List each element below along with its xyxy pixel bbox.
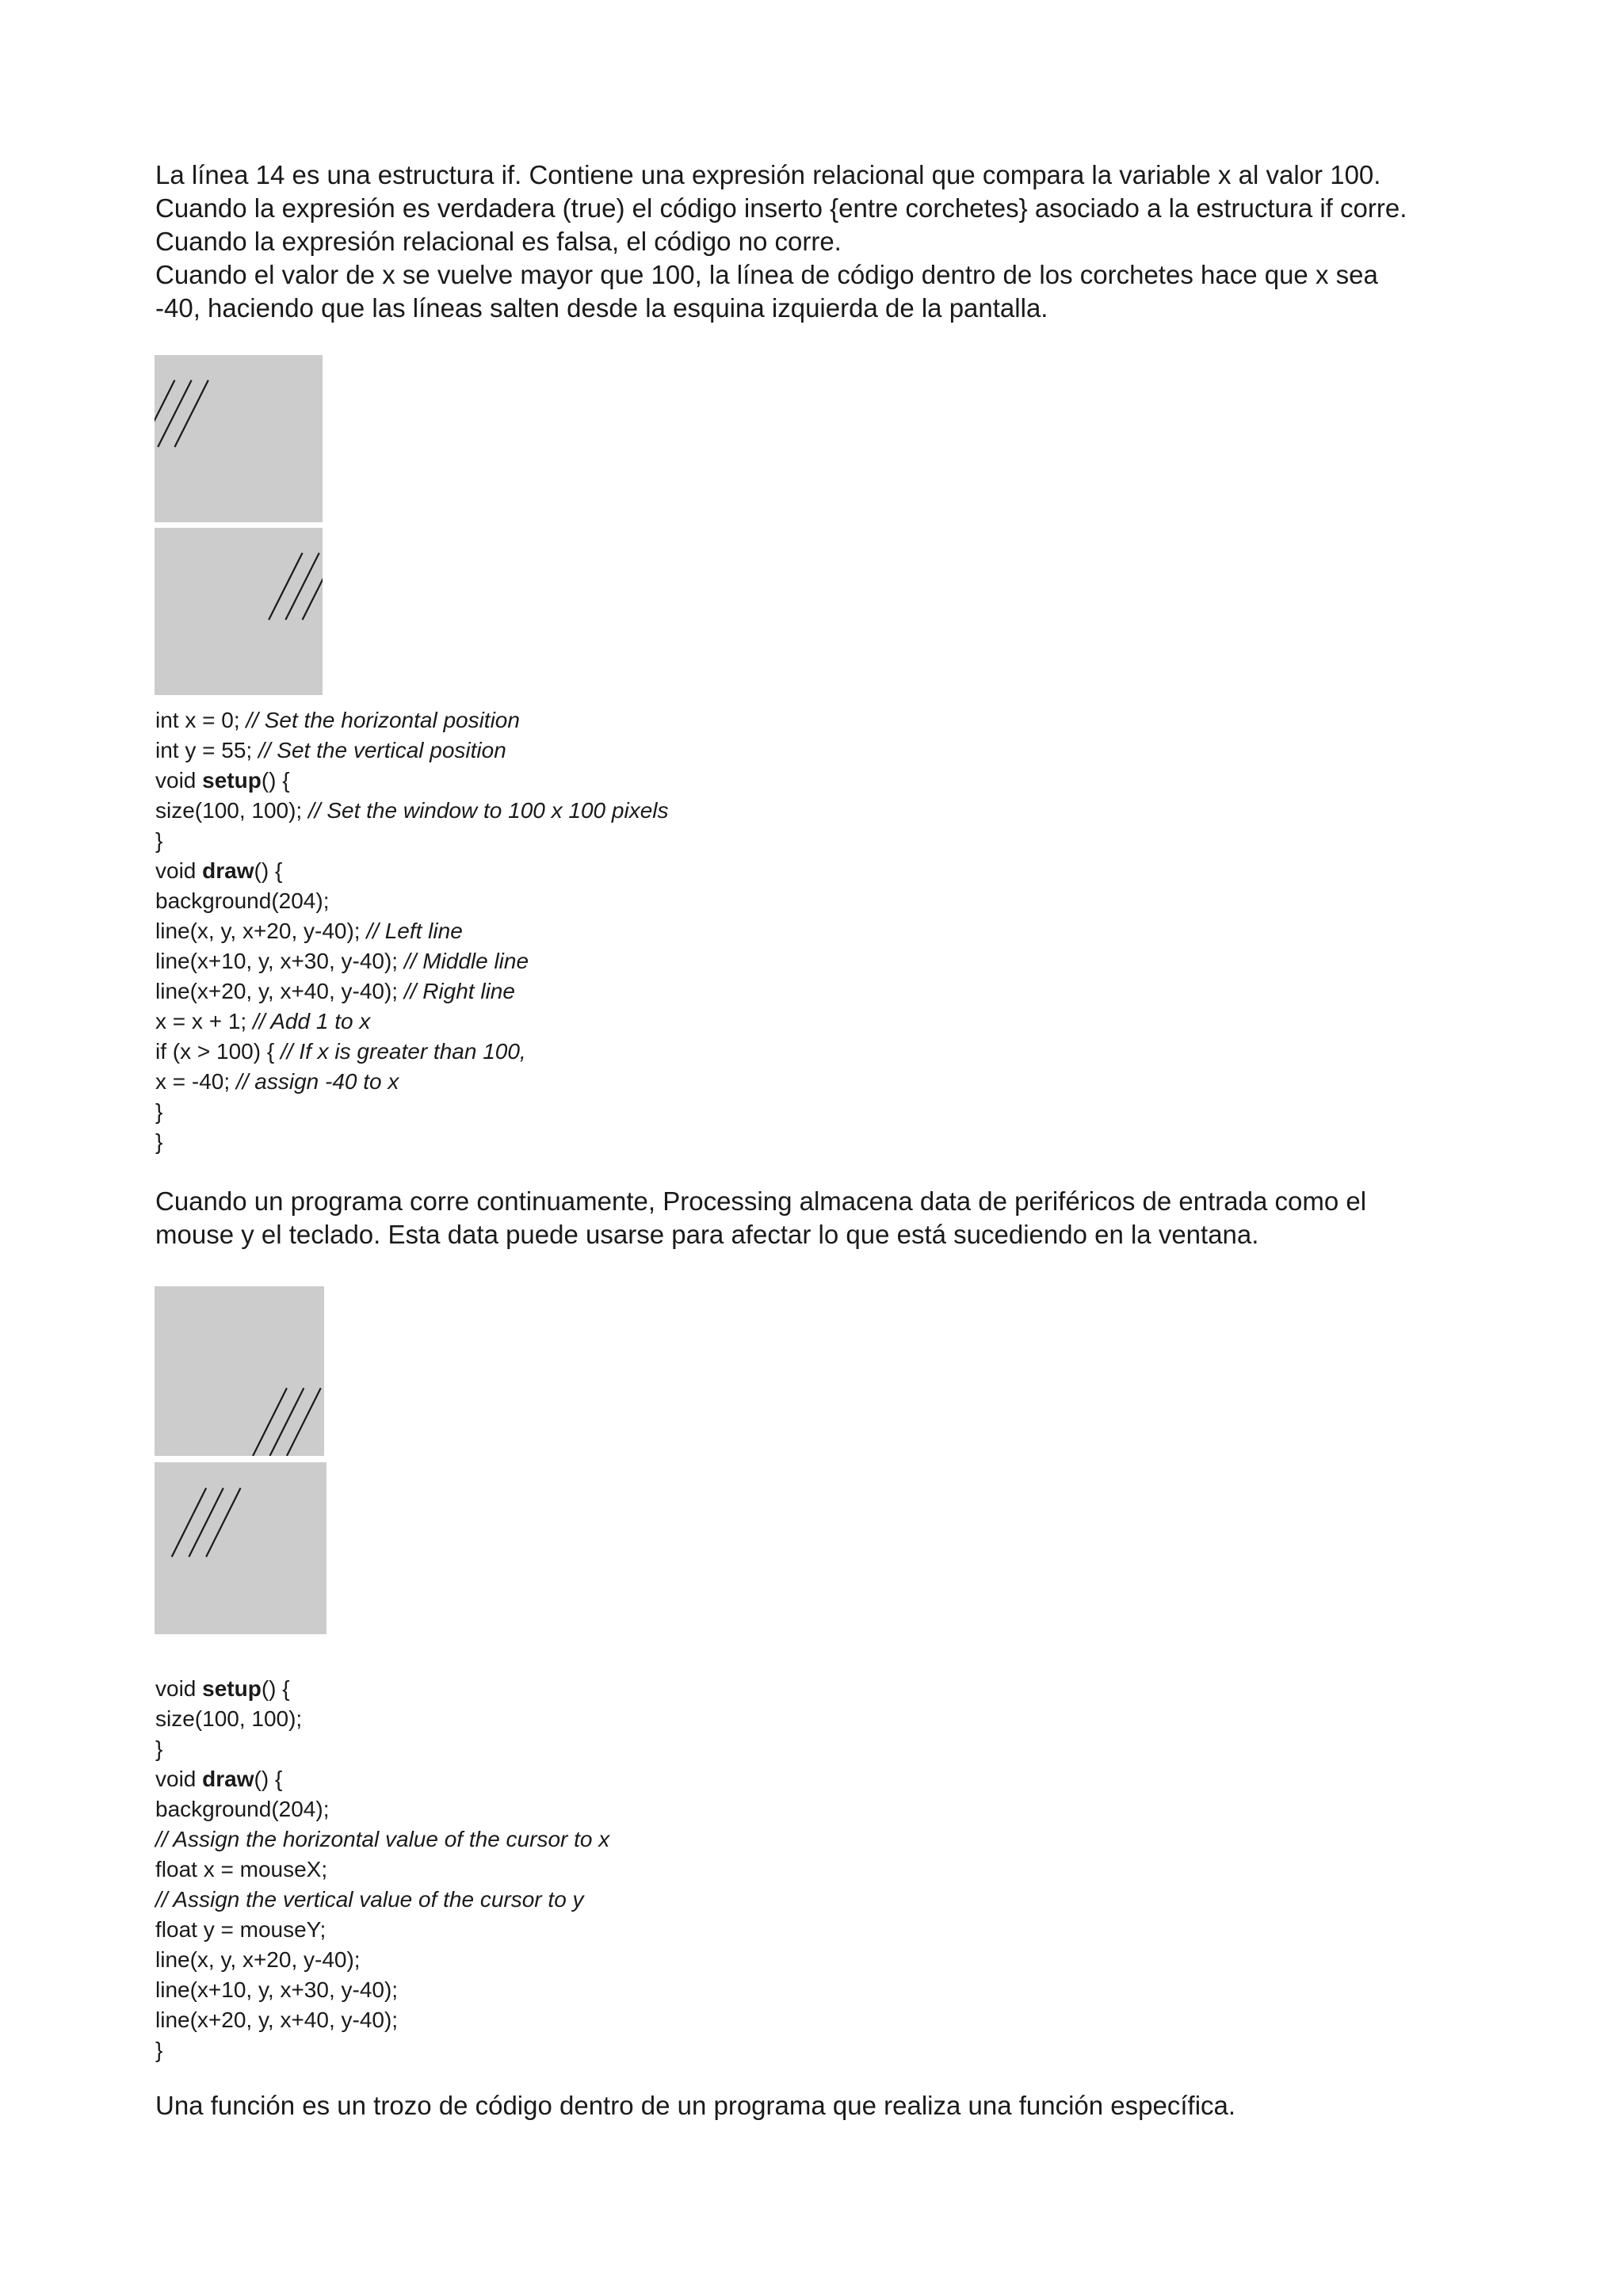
code-text: line(x+20, y, x+40, y-40);: [155, 2008, 399, 2032]
right-line: [303, 553, 323, 620]
right-line: [174, 380, 208, 447]
sketch-frame-3: [155, 1286, 324, 1456]
code-text: line(x+10, y, x+30, y-40);: [155, 949, 404, 973]
code-text: if (x > 100) {: [155, 1039, 281, 1064]
code-line: [155, 976, 669, 1007]
code-text: }: [155, 1099, 163, 1124]
sketch-frame-4: [155, 1462, 327, 1634]
left-line: [269, 553, 302, 620]
code-text: float y = mouseY;: [155, 1917, 327, 1942]
code-text: void: [155, 1767, 203, 1791]
sketch-lines: [155, 528, 323, 695]
code-text: line(x+20, y, x+40, y-40);: [155, 979, 404, 1003]
code-line: [155, 1127, 669, 1157]
code-line: [155, 1824, 609, 1855]
code-keyword: draw: [202, 1767, 254, 1791]
code-comment: // assign -40 to x: [235, 1069, 399, 1094]
code-text: background(204);: [155, 888, 330, 913]
code-line: [155, 2035, 609, 2065]
code-text: int y = 55;: [155, 738, 258, 762]
code-listing-1: [155, 705, 669, 1157]
sketch-lines: [155, 1462, 327, 1634]
code-line: [155, 2005, 609, 2035]
code-line: [155, 916, 669, 946]
code-line: [155, 1007, 669, 1037]
sketch-frame-1: [155, 355, 323, 522]
middle-line: Cuando un programa corre continuamente, Processing almacena data de periféricos de entrada como el: [155, 1186, 1367, 1216]
sketch-frame-2: [155, 528, 323, 695]
code-text: x = -40;: [155, 1069, 236, 1094]
code-line: [155, 1674, 609, 1704]
code-line: [155, 1794, 609, 1824]
code-text: line(x, y, x+20, y-40);: [155, 1947, 361, 1972]
middle-line: [285, 553, 319, 620]
code-comment: // Set the window to 100 x 100 pixels: [308, 798, 669, 823]
code-text: size(100, 100);: [155, 798, 308, 823]
code-line: [155, 886, 669, 916]
code-line: [155, 705, 669, 735]
intro-line: Cuando el valor de x se vuelve mayor que 100, la línea de código dentro de los corchetes hace que x sea: [155, 260, 1378, 289]
code-text: x = x + 1;: [155, 1009, 253, 1033]
code-text: () {: [261, 1676, 290, 1701]
code-line: [155, 946, 669, 976]
code-keyword: draw: [202, 858, 254, 883]
closing-paragraph: [155, 2089, 1503, 2122]
code-line: [155, 826, 669, 856]
code-text: line(x+10, y, x+30, y-40);: [155, 1977, 399, 2002]
code-comment: // Middle line: [403, 949, 529, 973]
left-line: [253, 1388, 287, 1456]
middle-line: [270, 1388, 304, 1456]
code-text: }: [155, 828, 163, 853]
code-comment: // Add 1 to x: [252, 1009, 371, 1033]
code-text: void: [155, 768, 203, 793]
code-line: [155, 1915, 609, 1945]
sketch-lines: [155, 1286, 324, 1456]
code-line: [155, 1945, 609, 1975]
code-line: [155, 856, 669, 886]
code-line: [155, 1704, 609, 1734]
code-text: }: [155, 1736, 163, 1761]
code-text: int x = 0;: [155, 708, 246, 732]
code-line: [155, 1067, 669, 1097]
left-line: [172, 1488, 206, 1557]
code-keyword: setup: [202, 768, 262, 793]
code-text: void: [155, 858, 203, 883]
intro-line: -40, haciendo que las líneas salten desde la esquina izquierda de la pantalla.: [155, 293, 1048, 323]
code-keyword: setup: [202, 1676, 262, 1701]
closing-line: Una función es un trozo de código dentro de un programa que realiza una función específica.: [155, 2091, 1236, 2120]
sketch-lines: [155, 355, 323, 522]
middle-line: [158, 380, 191, 447]
code-text: void: [155, 1676, 203, 1701]
code-comment: // Set the horizontal position: [246, 708, 520, 732]
code-text: background(204);: [155, 1797, 330, 1821]
code-text: size(100, 100);: [155, 1706, 303, 1731]
code-comment: // Left line: [366, 919, 463, 943]
code-text: () {: [254, 1767, 283, 1791]
code-comment: // Right line: [403, 979, 515, 1003]
code-line: [155, 1855, 609, 1885]
left-line: [155, 380, 174, 447]
code-text: }: [155, 1129, 163, 1154]
code-comment: // Assign the vertical value of the cursor to y: [155, 1887, 584, 1912]
code-text: float x = mouseX;: [155, 1857, 328, 1881]
code-text: line(x, y, x+20, y-40);: [155, 919, 367, 943]
code-line: [155, 1037, 669, 1067]
middle-paragraph: [155, 1185, 1503, 1251]
code-line: [155, 1885, 609, 1915]
code-comment: // If x is greater than 100,: [280, 1039, 526, 1064]
code-line: [155, 1097, 669, 1127]
code-text: }: [155, 2038, 163, 2062]
code-line: [155, 796, 669, 826]
intro-line: Cuando la expresión es verdadera (true) el código inserto {entre corchetes} asociado a la estructura if corre.: [155, 193, 1407, 223]
code-line: [155, 1975, 609, 2005]
intro-paragraph: [155, 159, 1503, 325]
middle-line: mouse y el teclado. Esta data puede usarse para afectar lo que está sucediendo en la ventana.: [155, 1220, 1259, 1249]
code-line: [155, 1734, 609, 1764]
code-listing-2: [155, 1674, 609, 2065]
code-line: [155, 735, 669, 766]
intro-line: Cuando la expresión relacional es falsa, el código no corre.: [155, 227, 842, 256]
code-line: [155, 1764, 609, 1794]
code-line: [155, 766, 669, 796]
middle-line: [189, 1488, 223, 1557]
code-comment: // Set the vertical position: [258, 738, 506, 762]
right-line: [206, 1488, 240, 1557]
intro-line: La línea 14 es una estructura if. Contiene una expresión relacional que compara la variable x al valor 100.: [155, 160, 1381, 189]
right-line: [287, 1388, 321, 1456]
code-comment: // Assign the horizontal value of the cursor to x: [155, 1827, 610, 1851]
code-text: () {: [261, 768, 290, 793]
code-text: () {: [254, 858, 283, 883]
